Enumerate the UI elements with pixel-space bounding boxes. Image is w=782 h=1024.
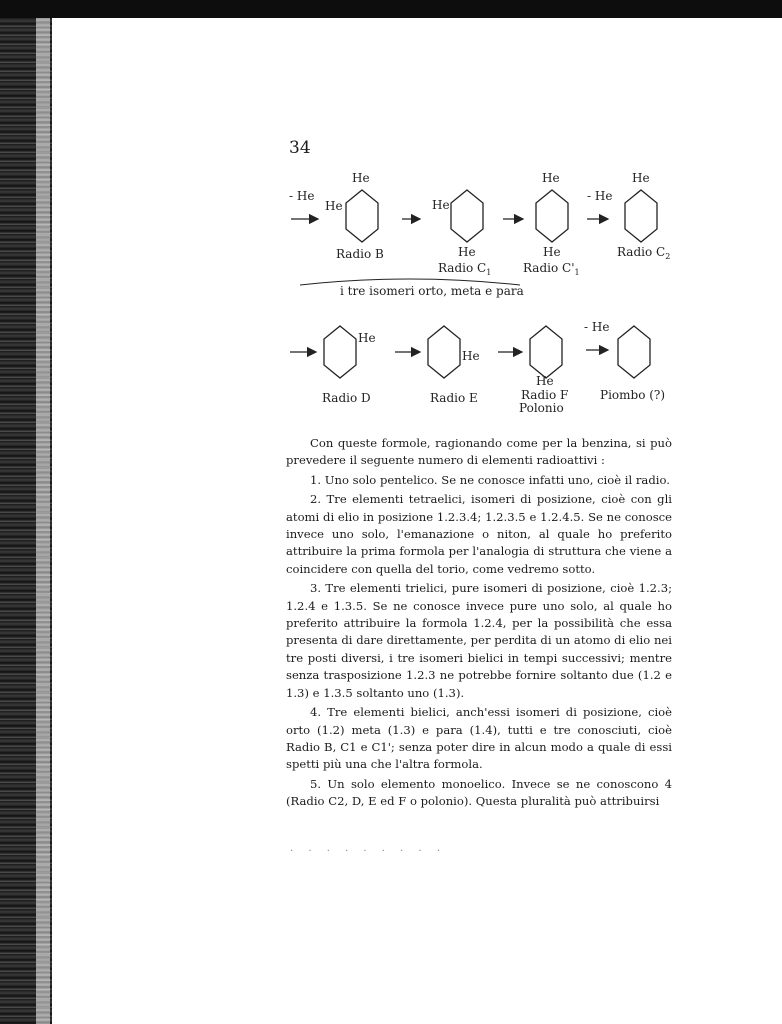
page-number: 34: [289, 138, 311, 158]
piombo-label: Piombo (?): [600, 388, 666, 402]
hexagon-radio-f: [530, 326, 562, 378]
hexagon-piombo: [618, 326, 650, 378]
he-label-re: He: [462, 349, 480, 363]
radio-c1-prime-label: Radio $C'_1$: [523, 261, 580, 277]
paragraph-item-5: 5. Un solo elemento monoelico. Invece se ne conoscono 4 (Radio C2, D, E ed F o polonio). Questa pluralità può attribuirsi: [286, 776, 672, 809]
radio-c2-label: Radio $C_2$: [617, 245, 671, 261]
he-label-rb-left: He: [325, 199, 343, 213]
paragraph-intro: Con queste formole, ragionando come per la benzina, si può prevedere il seguente numero di elementi radioattivi :: [286, 436, 672, 468]
paragraph-item-2: 2. Tre elementi tetraelici, isomeri di posizione, cioè con gli atomi di elio in posizione 1.2.3.4; 1.2.3.5 e 1.2.4.5. Se ne conosce invece uno solo, l'emanazione o niton, al quale ho preferito attribuire la prima formola per l'analogia di struttura che viene a coincidere con quella del torio, come vedremo sotto.: [286, 492, 672, 576]
decay-scheme-svg: [0, 0, 782, 440]
hexagon-radio-c1-prime: [536, 190, 568, 242]
he-label-rf: He: [536, 374, 554, 388]
he-label-rd: He: [358, 331, 376, 345]
scan-speckles: · · · · · · · · ·: [290, 846, 447, 857]
hexagon-radio-c2: [625, 190, 657, 242]
radio-c1-label: Radio $C_1$: [438, 261, 492, 277]
he-label-rc1-bottom: He: [458, 245, 476, 259]
radio-e-label: Radio E: [430, 391, 478, 405]
minus-he-label-2: - He: [587, 189, 613, 203]
minus-he-label-3: - He: [584, 320, 610, 334]
he-label-rc1p-bottom: He: [543, 245, 561, 259]
paragraph-item-4: 4. Tre elementi bielici, anch'essi isomeri di posizione, cioè orto (1.2) meta (1.3) e para (1.4), tutti e tre conosciuti, cioè Radio B, C1 e C1'; senza poter dire in alcun modo a quale di essi spetti più una che l'altra formola.: [286, 705, 672, 772]
body-text: [286, 435, 672, 813]
hexagon-radio-d: [324, 326, 356, 378]
radioactive-decay-diagram: [0, 0, 782, 440]
radio-b-label: Radio B: [336, 247, 384, 261]
paragraph-item-1: 1. Uno solo pentelico. Se ne conosce infatti uno, cioè il radio.: [310, 472, 670, 487]
he-label-rc2-top: He: [632, 171, 650, 185]
he-label-rc1-left: He: [432, 198, 450, 212]
paragraph-item-3: 3. Tre elementi trielici, pure isomeri di posizione, cioè 1.2.3; 1.2.4 e 1.3.5. Se ne conosce invece pure uno solo, al quale ho preferito attribuire la formola 1.2.4, per la possibilità che essa presenta di dare direttamente, per perdita di un atomo di elio nei tre posti diversi, i tre isomeri bielici in tempi successivi; mentre senza trasposizione 1.2.3 ne potrebbe fornire soltanto due (1.2 e 1.3) e 1.3.5 soltanto uno (1.3).: [286, 581, 672, 700]
he-label-rc1p-top: He: [542, 171, 560, 185]
radio-d-label: Radio D: [322, 391, 371, 405]
polonio-label: Polonio: [519, 401, 564, 415]
hexagon-radio-e: [428, 326, 460, 378]
minus-he-label-1: - He: [289, 189, 315, 203]
isomers-caption: i tre isomeri orto, meta e para: [340, 284, 524, 298]
radio-f-label: Radio F: [521, 388, 569, 402]
he-label-rb-top: He: [352, 171, 370, 185]
hexagon-radio-b: [346, 190, 378, 242]
hexagon-radio-c1: [451, 190, 483, 242]
